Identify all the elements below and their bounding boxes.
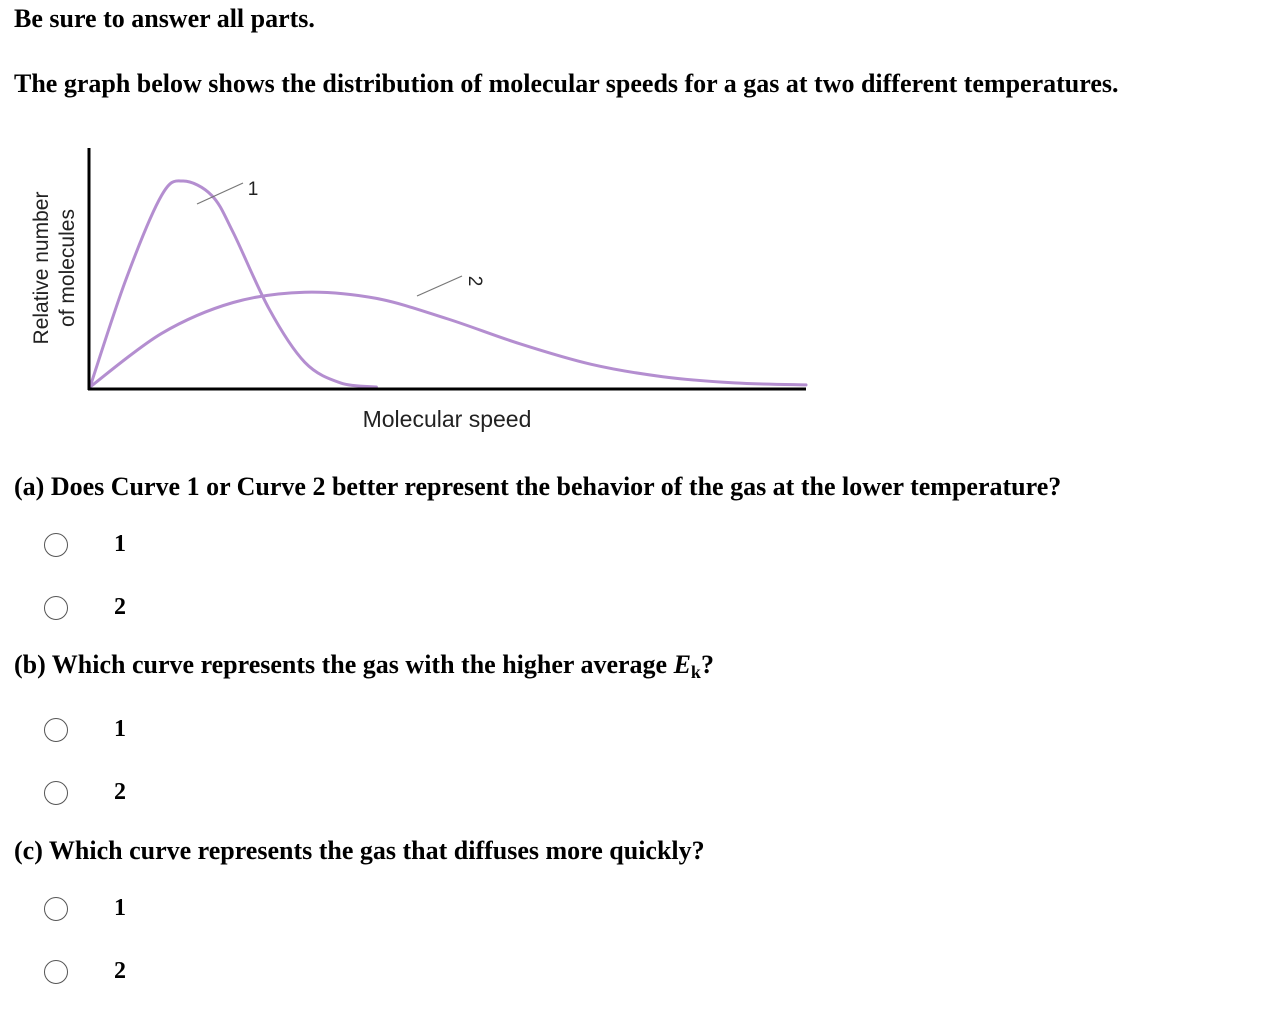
option-label: 1 [114,716,126,742]
option-label: 2 [114,779,126,805]
question-b-option-2[interactable] [44,779,126,806]
question-c-option-2[interactable] [44,958,126,985]
radio-button[interactable] [44,596,68,620]
question-b-variable: E [673,650,691,679]
question-a-option-1[interactable] [44,531,126,558]
radio-button[interactable] [44,781,68,805]
radio-button[interactable] [44,718,68,742]
y-axis-label-line2: of molecules [56,209,79,327]
option-label: 2 [114,594,126,620]
option-label: 2 [114,958,126,984]
intro-text: The graph below shows the distribution of molecular speeds for a gas at two different temperatures. [14,69,1119,98]
question-b-option-1[interactable] [44,716,126,743]
curve-2-label: 2 [463,275,485,287]
question-b-subscript: k [690,662,701,682]
curve-2 [90,292,806,387]
y-axis-label [30,192,79,345]
curves-group [90,181,806,387]
option-label: 1 [114,531,126,557]
question-b [14,650,714,683]
question-b-end: ? [700,650,714,679]
option-label: 1 [114,895,126,921]
curve-leaders [197,179,485,296]
radio-button[interactable] [44,960,68,984]
radio-button[interactable] [44,897,68,921]
curve-2-leader [417,276,462,296]
curve-1-label: 1 [247,179,259,201]
radio-button[interactable] [44,533,68,557]
y-axis-label-line1: Relative number [30,191,53,345]
curve-1-leader [197,183,243,204]
question-a: (a) Does Curve 1 or Curve 2 better represent the behavior of the gas at the lower temperature? [14,472,1062,501]
curve-1 [90,181,376,387]
question-a-option-2[interactable] [44,594,126,621]
question-b-text: (b) Which curve represents the gas with the higher average [14,650,674,679]
speed-distribution-chart [0,0,840,440]
instructions: Be sure to answer all parts. [14,4,315,33]
x-axis-label: Molecular speed [362,406,532,432]
question-c-option-1[interactable] [44,895,126,922]
question-c: (c) Which curve represents the gas that diffuses more quickly? [14,836,705,865]
